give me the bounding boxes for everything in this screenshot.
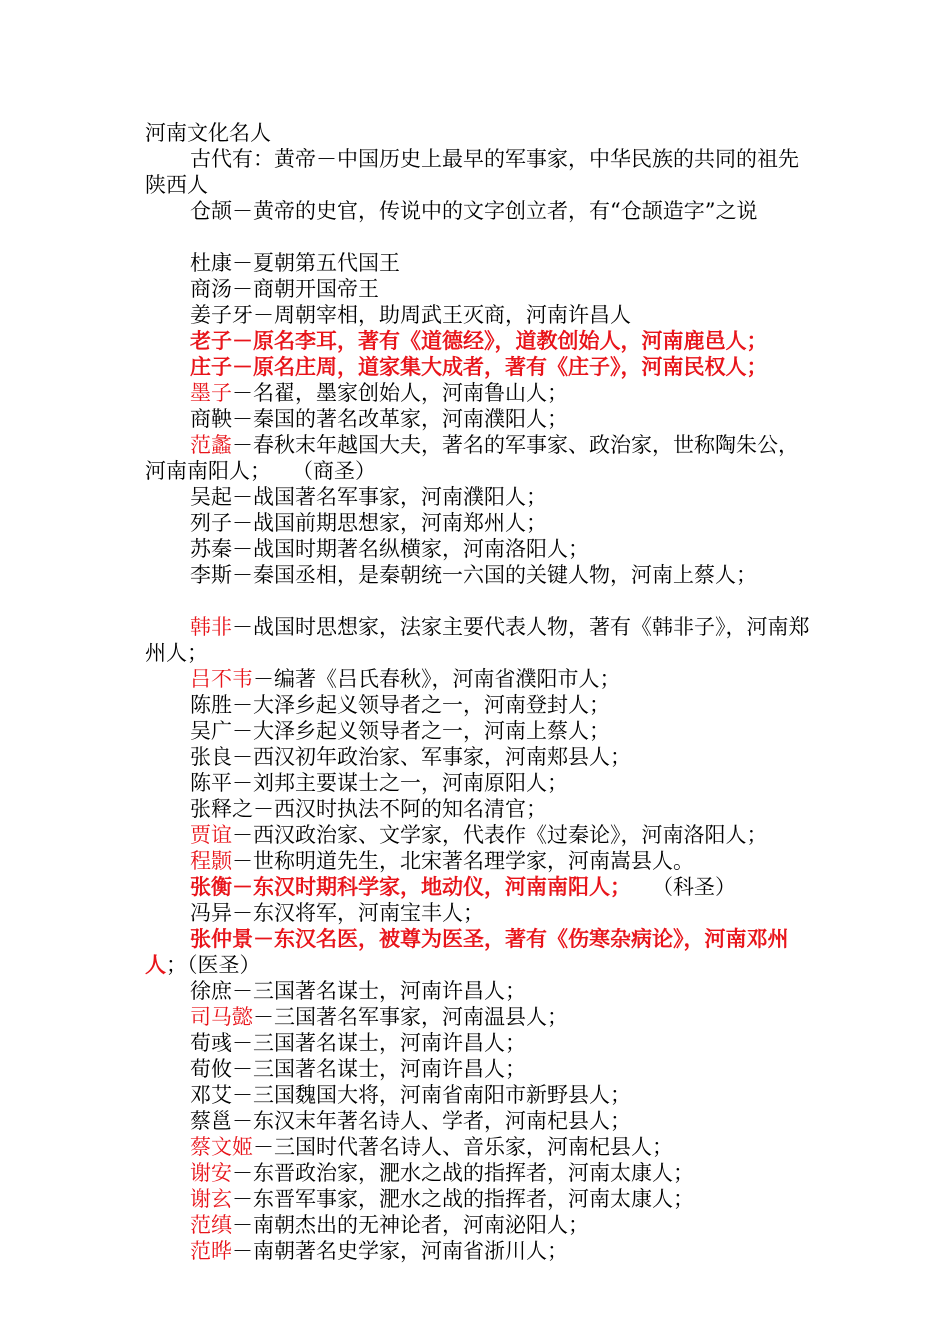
entry-text: （科圣） [620,875,736,899]
entry-line [145,900,815,926]
entry-line [145,510,815,536]
entry-line [145,302,815,328]
document-title: 河南文化名人 [145,121,271,145]
entry-text: －东晋军事家，淝水之战的指挥者，河南太康人； [232,1187,694,1211]
entry-line [145,796,815,822]
entry-text: 苏秦－战国时期著名纵横家，河南洛阳人； [190,537,589,561]
entry-line [145,744,815,770]
entry-line [145,328,815,354]
entry-line [145,1082,815,1108]
entry-line [145,1030,815,1056]
entry-line [145,874,815,900]
entry-line [145,354,815,380]
entry-line [145,926,815,978]
entry-line [145,250,815,276]
entry-text: 张良－西汉初年政治家、军事家，河南郏县人； [190,745,631,769]
entry-name: 吕不韦 [190,667,253,691]
entry-name: 范蠡 [190,433,232,457]
entry-line [145,484,815,510]
entry-text: 仓颉－黄帝的史官，传说中的文字创立者，有“仓颉造字”之说 [190,199,758,223]
entry-name: 贾谊 [190,823,232,847]
entry-name: 范晔 [190,1239,232,1263]
entry-text: 商鞅－秦国的著名改革家，河南濮阳人； [190,407,568,431]
entry-line [145,1238,815,1264]
entry-text: －三国著名军事家，河南温县人； [253,1005,568,1029]
entry-text: －东晋政治家，淝水之战的指挥者，河南太康人； [232,1161,694,1185]
entry-line [145,770,815,796]
entry-list [145,146,841,1264]
entry-text: －三国时代著名诗人、音乐家，河南杞县人； [253,1135,673,1159]
entry-line [145,562,815,588]
entry-line [145,380,815,406]
entry-line [145,1004,815,1030]
entry-text: 陈胜－大泽乡起义领导者之一，河南登封人； [190,693,610,717]
entry-line [145,848,815,874]
entry-line [145,1186,815,1212]
entry-text: 徐庶－三国著名谋士，河南许昌人； [190,979,526,1003]
entry-name: 韩非 [190,615,232,639]
entry-line [145,822,815,848]
entry-text: 老子－原名李耳，著有《道德经》，道教创始人，河南鹿邑人； [190,328,768,353]
entry-text: －战国时思想家，法家主要代表人物，著有《韩非子》，河南郑州人； [145,615,810,665]
entry-line [145,666,815,692]
entry-text: －春秋末年越国大夫，著名的军事家、政治家，世称陶朱公，河南南阳人； （商圣） [145,433,799,483]
entry-name: 范缜 [190,1213,232,1237]
entry-text: －南朝著名史学家，河南省浙川人； [232,1239,568,1263]
entry-line [145,1108,815,1134]
entry-text: －世称明道先生，北宋著名理学家，河南嵩县人。 [232,849,694,873]
entry-text: 荀攸－三国著名谋士，河南许昌人； [190,1057,526,1081]
entry-text: －名翟，墨家创始人，河南鲁山人； [232,381,568,405]
entry-line [145,1160,815,1186]
entry-text: －南朝杰出的无神论者，河南泌阳人； [232,1213,589,1237]
entry-name: 张衡－东汉时期科学家，地动仪，河南南阳人； [190,874,621,899]
entry-text: 列子－战国前期思想家，河南郑州人； [190,511,547,535]
entry-line [145,1056,815,1082]
entry-text: 古代有：黄帝－中国历史上最早的军事家，中华民族的共同的祖先 陕西人 [145,147,841,197]
entry-text: 杜康－夏朝第五代国王 [190,251,400,275]
entry-line [145,432,815,484]
entry-text: 李斯－秦国丞相，是秦朝统一六国的关键人物，河南上蔡人； [190,563,757,587]
entry-text: 邓艾－三国魏国大将，河南省南阳市新野县人； [190,1083,631,1107]
entry-line [145,978,815,1004]
entry-name: 程颢 [190,849,232,873]
entry-text: 吴起－战国著名军事家，河南濮阳人； [190,485,547,509]
entry-name: 墨子 [190,381,232,405]
entry-text: 冯异－东汉将军，河南宝丰人； [190,901,484,925]
entry-text: 庄子－原名庄周，道家集大成者，著有《庄子》，河南民权人； [190,354,768,379]
entry-text: 陈平－刘邦主要谋士之一，河南原阳人； [190,771,568,795]
entry-line [145,1212,815,1238]
entry-text: 姜子牙－周朝宰相，助周武王灭商，河南许昌人 [190,303,631,327]
entry-name: 谢安 [190,1161,232,1185]
entry-text: 荀彧－三国著名谋士，河南许昌人； [190,1031,526,1055]
entry-line [145,718,815,744]
entry-text: 蔡邕－东汉末年著名诗人、学者，河南杞县人； [190,1109,631,1133]
entry-text: 吴广－大泽乡起义领导者之一，河南上蔡人； [190,719,610,743]
entry-text: 商汤－商朝开国帝王 [190,277,379,301]
entry-line [145,406,815,432]
entry-line [145,536,815,562]
entry-name: 张仲景－东汉名医，被尊为医圣，著有《伤寒杂病论》，河南邓州人 [145,926,789,977]
entry-name: 谢玄 [190,1187,232,1211]
entry-line [145,614,815,666]
entry-text: －西汉政治家、文学家，代表作《过秦论》，河南洛阳人； [232,823,768,847]
entry-line [145,692,815,718]
entry-line [145,198,815,224]
entry-name: 蔡文姬 [190,1135,253,1159]
entry-text: ；（医圣） [166,953,261,977]
entry-name: 司马懿 [190,1005,253,1029]
entry-line [145,276,815,302]
entry-text: 张释之－西汉时执法不阿的知名清官； [190,797,547,821]
entry-line [145,146,841,198]
entry-text: －编著《吕氏春秋》，河南省濮阳市人； [253,667,621,691]
entry-line [145,1134,815,1160]
